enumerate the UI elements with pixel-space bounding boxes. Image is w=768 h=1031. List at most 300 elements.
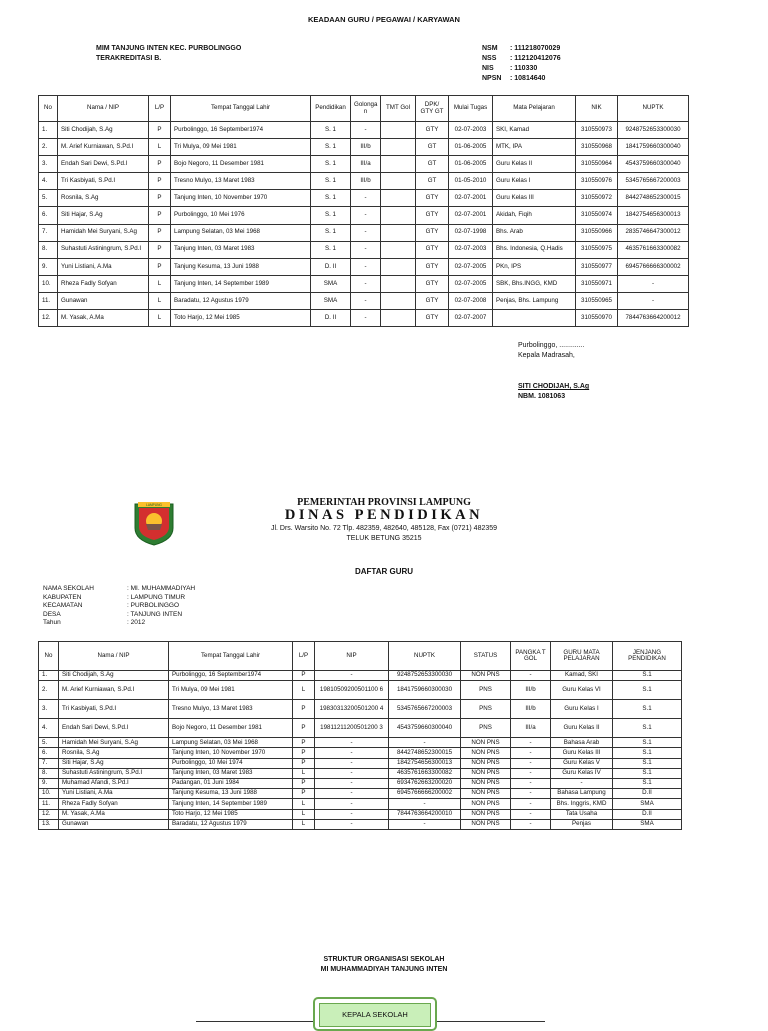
table-cell: 01-05-2010 bbox=[449, 173, 493, 190]
table-cell: 8. bbox=[39, 241, 58, 258]
col-header: No bbox=[39, 96, 58, 122]
col-header: Golonga n bbox=[351, 96, 381, 122]
table-cell bbox=[381, 207, 416, 224]
table-cell: SKI, Kamad bbox=[493, 122, 576, 139]
table-row bbox=[39, 207, 689, 224]
table-cell: P bbox=[149, 241, 171, 258]
table-row bbox=[39, 819, 682, 829]
table-cell: SMA bbox=[613, 819, 682, 829]
table-cell: D.II bbox=[613, 809, 682, 819]
table-cell: Bhs. Arab bbox=[493, 224, 576, 241]
table-cell: S.1 bbox=[613, 681, 682, 700]
teacher-table bbox=[38, 641, 682, 830]
table-cell: NON PNS bbox=[461, 789, 511, 799]
table-cell: Tanjung Inten, 14 September 1989 bbox=[169, 799, 293, 809]
table-cell: GTY bbox=[416, 275, 449, 292]
table-cell: 5. bbox=[39, 738, 59, 748]
table-cell: Penjas bbox=[551, 819, 613, 829]
table-cell: 310550966 bbox=[576, 224, 618, 241]
table-cell: L bbox=[293, 819, 315, 829]
table-cell: Purbolinggo, 10 Mei 1976 bbox=[171, 207, 311, 224]
table-row bbox=[39, 681, 682, 700]
table-cell: 01-06-2005 bbox=[449, 156, 493, 173]
page-title: KEADAAN GURU / PEGAWAI / KARYAWAN bbox=[308, 15, 460, 24]
table-cell: - bbox=[315, 758, 389, 768]
table-cell: GTY bbox=[416, 207, 449, 224]
table-cell: Hamidah Mei Suryani, S.Ag bbox=[58, 224, 149, 241]
table-cell: L bbox=[149, 275, 171, 292]
table-cell: Siti Chodijah, S.Ag bbox=[58, 122, 149, 139]
org-structure-title bbox=[0, 955, 768, 975]
table-cell: Gunawan bbox=[58, 292, 149, 309]
table-cell: 4. bbox=[39, 173, 58, 190]
table-cell bbox=[381, 139, 416, 156]
table-cell: Tanjung Inten, 03 Maret 1983 bbox=[169, 768, 293, 778]
table-cell: P bbox=[149, 224, 171, 241]
table-cell: Baradatu, 12 Agustus 1979 bbox=[169, 819, 293, 829]
info-value: : 2012 bbox=[127, 619, 146, 626]
table-cell: Yuni Listiani, A.Ma bbox=[58, 258, 149, 275]
table-cell: 02-07-1998 bbox=[449, 224, 493, 241]
table-cell: GTY bbox=[416, 224, 449, 241]
col-header: PANGKA T GOL bbox=[511, 642, 551, 671]
col-header: L/P bbox=[149, 96, 171, 122]
table-cell: Bahasa Lampung bbox=[551, 789, 613, 799]
table-row bbox=[39, 241, 689, 258]
col-header: Mulai Tugas bbox=[449, 96, 493, 122]
table-cell: S. 1 bbox=[311, 122, 351, 139]
id-label: NSS bbox=[482, 55, 497, 62]
table-cell: - bbox=[511, 809, 551, 819]
table-cell: D.II bbox=[613, 789, 682, 799]
id-value: : 112120412076 bbox=[510, 55, 561, 62]
table-cell: S.1 bbox=[613, 748, 682, 758]
table-cell: - bbox=[511, 738, 551, 748]
table-cell: - bbox=[351, 122, 381, 139]
col-header: NUPTK bbox=[618, 96, 689, 122]
table-cell: Tresno Mulyo, 13 Maret 1983 bbox=[171, 173, 311, 190]
table-cell: - bbox=[351, 190, 381, 207]
table-cell: GT bbox=[416, 139, 449, 156]
table-cell: P bbox=[149, 122, 171, 139]
signature-place-date: Purbolinggo, ............. bbox=[518, 342, 585, 349]
table-cell: Penjas, Bhs. Lampung bbox=[493, 292, 576, 309]
table-cell: SMA bbox=[311, 275, 351, 292]
table-cell: M. Yasak, A.Ma bbox=[59, 809, 169, 819]
table-cell: Suhastuti Astiningrum, S.Pd.I bbox=[59, 768, 169, 778]
table-cell: 310550972 bbox=[576, 190, 618, 207]
table-cell: P bbox=[293, 671, 315, 681]
table-cell: Bhs. Inggris, KMD bbox=[551, 799, 613, 809]
staff-table bbox=[38, 95, 689, 327]
table-cell: NON PNS bbox=[461, 778, 511, 788]
table-cell: S. 1 bbox=[311, 139, 351, 156]
table-cell: - bbox=[315, 768, 389, 778]
table-cell: 1842754656300013 bbox=[618, 207, 689, 224]
table-cell: III/b bbox=[351, 139, 381, 156]
table-cell: Tanjung Inten, 14 September 1989 bbox=[171, 275, 311, 292]
school-ids bbox=[482, 44, 561, 84]
table-row bbox=[39, 748, 682, 758]
table-cell: 8442748652300015 bbox=[389, 748, 461, 758]
table-cell: Lampung Selatan, 03 Mei 1968 bbox=[169, 738, 293, 748]
table-cell: - bbox=[511, 748, 551, 758]
table-cell: 310550965 bbox=[576, 292, 618, 309]
table-cell: L bbox=[149, 292, 171, 309]
table-cell: Guru Kelas III bbox=[551, 748, 613, 758]
table-cell: - bbox=[315, 819, 389, 829]
table-cell: S.1 bbox=[613, 778, 682, 788]
table-cell: Hamidah Mei Suryani, S.Ag bbox=[59, 738, 169, 748]
table-cell bbox=[381, 122, 416, 139]
info-label: NAMA SEKOLAH bbox=[43, 585, 94, 592]
table-cell: - bbox=[389, 799, 461, 809]
table-cell: Akidah, Fiqih bbox=[493, 207, 576, 224]
info-value: : MI. MUHAMMADIYAH bbox=[127, 585, 196, 592]
table-row bbox=[39, 671, 682, 681]
table-row bbox=[39, 122, 689, 139]
table-cell: Purbolinggo, 16 September1974 bbox=[171, 122, 311, 139]
table-cell: 02-07-2005 bbox=[449, 275, 493, 292]
table-cell: Gunawan bbox=[59, 819, 169, 829]
table-cell: 10. bbox=[39, 789, 59, 799]
table-cell: - bbox=[315, 789, 389, 799]
table-cell: Rheza Fadly Sofyan bbox=[59, 799, 169, 809]
table-cell bbox=[381, 224, 416, 241]
table-cell: P bbox=[149, 258, 171, 275]
table-cell: P bbox=[149, 190, 171, 207]
table-cell: 02-07-2001 bbox=[449, 190, 493, 207]
table-cell: 7844763664200010 bbox=[389, 809, 461, 819]
table-cell: III/b bbox=[511, 700, 551, 719]
table-cell: 11. bbox=[39, 799, 59, 809]
school-info bbox=[43, 585, 195, 628]
table-cell: L bbox=[293, 681, 315, 700]
table-cell: Guru Kelas VI bbox=[551, 681, 613, 700]
info-value: : LAMPUNG TIMUR bbox=[127, 593, 186, 601]
table-cell: 01-06-2005 bbox=[449, 139, 493, 156]
table-cell: SMA bbox=[311, 292, 351, 309]
col-header: L/P bbox=[293, 642, 315, 671]
table-cell: P bbox=[149, 207, 171, 224]
table-cell: 19830313200501200 4 bbox=[315, 700, 389, 719]
table-cell: 2. bbox=[39, 139, 58, 156]
table-cell: P bbox=[293, 700, 315, 719]
table-cell: Guru Kelas I bbox=[493, 173, 576, 190]
table-cell: 1. bbox=[39, 122, 58, 139]
col-header: NUPTK bbox=[389, 642, 461, 671]
table-cell: Baradatu, 12 Agustus 1979 bbox=[171, 292, 311, 309]
table-cell: 5345765667200003 bbox=[618, 173, 689, 190]
table-cell: Lampung Selatan, 03 Mei 1968 bbox=[171, 224, 311, 241]
info-label: KECAMATAN bbox=[43, 602, 83, 609]
table-cell: Tri Mulya, 09 Mei 1981 bbox=[171, 139, 311, 156]
col-header: Nama / NIP bbox=[58, 96, 149, 122]
table-cell: 19810509200501100 6 bbox=[315, 681, 389, 700]
col-header: DPK/ GTY GT bbox=[416, 96, 449, 122]
table-cell: 02-07-2005 bbox=[449, 258, 493, 275]
table-cell: Tresno Mulyo, 13 Maret 1983 bbox=[169, 700, 293, 719]
table-cell: S. 1 bbox=[311, 224, 351, 241]
table-cell: - bbox=[511, 671, 551, 681]
col-header: Nama / NIP bbox=[59, 642, 169, 671]
table-cell bbox=[493, 310, 576, 327]
table-cell: NON PNS bbox=[461, 809, 511, 819]
table-cell: - bbox=[351, 241, 381, 258]
table-cell: Endah Sari Dewi, S.Pd.I bbox=[59, 719, 169, 738]
table-row bbox=[39, 173, 689, 190]
table-cell: - bbox=[315, 748, 389, 758]
table-cell: 310550977 bbox=[576, 258, 618, 275]
table-cell: Purbolinggo, 16 September1974 bbox=[169, 671, 293, 681]
table-row bbox=[39, 156, 689, 173]
table-cell: M. Arief Kurniawan, S.Pd.I bbox=[58, 139, 149, 156]
table-cell: - bbox=[351, 292, 381, 309]
table-cell: 02-07-2007 bbox=[449, 310, 493, 327]
table-cell: 02-07-2003 bbox=[449, 122, 493, 139]
table-cell: 6945766666200002 bbox=[389, 789, 461, 799]
org-connector-left bbox=[196, 1021, 313, 1022]
table-cell: P bbox=[293, 748, 315, 758]
table-cell: - bbox=[351, 258, 381, 275]
table-cell: NON PNS bbox=[461, 819, 511, 829]
table-cell: L bbox=[149, 310, 171, 327]
table-cell: NON PNS bbox=[461, 799, 511, 809]
col-header: NIK bbox=[576, 96, 618, 122]
table-cell: 5. bbox=[39, 190, 58, 207]
table-cell: 10. bbox=[39, 275, 58, 292]
id-value: : 111218070029 bbox=[510, 45, 561, 52]
table-cell: PKn, IPS bbox=[493, 258, 576, 275]
school-name: MIM TANJUNG INTEN KEC. PURBOLINGGO bbox=[96, 45, 242, 52]
table-cell: 310550968 bbox=[576, 139, 618, 156]
table-cell: Guru Kelas III bbox=[493, 190, 576, 207]
table-cell: P bbox=[293, 758, 315, 768]
table-cell: 1841759660300040 bbox=[618, 139, 689, 156]
table-cell: Yuni Listiani, A.Ma bbox=[59, 789, 169, 799]
table-cell: Tanjung Kesuma, 13 Juni 1988 bbox=[171, 258, 311, 275]
col-header: NIP bbox=[315, 642, 389, 671]
table-cell: GTY bbox=[416, 190, 449, 207]
table-cell: - bbox=[511, 778, 551, 788]
col-header: Tempat Tanggal Lahir bbox=[169, 642, 293, 671]
accreditation: TERAKREDITASI B. bbox=[96, 55, 162, 62]
table-cell: - bbox=[618, 292, 689, 309]
table-cell: PNS bbox=[461, 700, 511, 719]
table-cell: Bhs. Indonesia, Q.Hadis bbox=[493, 241, 576, 258]
table-cell bbox=[381, 292, 416, 309]
table-cell: - bbox=[351, 275, 381, 292]
table-cell: 310550976 bbox=[576, 173, 618, 190]
emblem-text: LAMPUNG bbox=[146, 503, 162, 507]
table-cell: 6934762663200020 bbox=[389, 778, 461, 788]
table-cell: 12. bbox=[39, 809, 59, 819]
table-cell: P bbox=[293, 719, 315, 738]
dept-heading: DINAS PENDIDIKAN bbox=[284, 507, 484, 523]
info-label: DESA bbox=[43, 610, 61, 618]
table-cell: L bbox=[149, 139, 171, 156]
table-cell: L bbox=[293, 768, 315, 778]
table-cell: 1841759660300030 bbox=[389, 681, 461, 700]
table-cell: Tri Mulya, 09 Mei 1981 bbox=[169, 681, 293, 700]
table-cell: III/a bbox=[511, 719, 551, 738]
table-cell: Purbolinggo, 10 Mei 1974 bbox=[169, 758, 293, 768]
signature-block bbox=[518, 341, 589, 402]
table-cell: 1. bbox=[39, 671, 59, 681]
dept-city: TELUK BETUNG 35215 bbox=[346, 535, 422, 542]
table-cell: - bbox=[351, 310, 381, 327]
table-cell: - bbox=[511, 789, 551, 799]
table-cell: - bbox=[511, 799, 551, 809]
table-cell: Rheza Fadly Sofyan bbox=[58, 275, 149, 292]
table-cell: 02-07-2008 bbox=[449, 292, 493, 309]
table-cell: Kamad, SKI bbox=[551, 671, 613, 681]
org-head-box: KEPALA SEKOLAH bbox=[319, 1003, 431, 1027]
table-cell: SMA bbox=[613, 799, 682, 809]
table-cell: 310550973 bbox=[576, 122, 618, 139]
table-cell: - bbox=[511, 768, 551, 778]
table-cell: M. Arief Kurniawan, S.Pd.I bbox=[59, 681, 169, 700]
table-cell: 4. bbox=[39, 719, 59, 738]
table-cell: Siti Hajar, S.Ag bbox=[59, 758, 169, 768]
table-row bbox=[39, 778, 682, 788]
table-cell: GT bbox=[416, 173, 449, 190]
table-row bbox=[39, 310, 689, 327]
list-title: DAFTAR GURU bbox=[354, 567, 414, 576]
table-cell: 9. bbox=[39, 258, 58, 275]
table-cell: 6. bbox=[39, 748, 59, 758]
table-cell: 19811211200501200 3 bbox=[315, 719, 389, 738]
table-cell: D. II bbox=[311, 310, 351, 327]
table-cell: S. 1 bbox=[311, 173, 351, 190]
table-cell: Muhamad Afandi, S.Pd.I bbox=[59, 778, 169, 788]
table-cell: GTY bbox=[416, 292, 449, 309]
gov-heading: PEMERINTAH PROVINSI LAMPUNG bbox=[297, 497, 471, 508]
table-cell: Bahasa Arab bbox=[551, 738, 613, 748]
table-cell: Tanjung Kesuma, 13 Juni 1988 bbox=[169, 789, 293, 799]
table-cell: GTY bbox=[416, 310, 449, 327]
table-cell: 9248752653300030 bbox=[618, 122, 689, 139]
table-row bbox=[39, 738, 682, 748]
table-cell: S.1 bbox=[613, 671, 682, 681]
table-cell: - bbox=[351, 224, 381, 241]
table-cell: 8442748652300015 bbox=[618, 190, 689, 207]
table-cell: GTY bbox=[416, 122, 449, 139]
table-cell: M. Yasak, A.Ma bbox=[58, 310, 149, 327]
table-cell: NON PNS bbox=[461, 768, 511, 778]
org-title-line: MI MUHAMMADIYAH TANJUNG INTEN bbox=[320, 966, 448, 973]
table-cell: S. 1 bbox=[311, 241, 351, 258]
table-cell: Guru Kelas II bbox=[493, 156, 576, 173]
table-cell: Siti Hajar, S.Ag bbox=[58, 207, 149, 224]
table-cell: Endah Sari Dewi, S.Pd.I bbox=[58, 156, 149, 173]
id-value: : 110330 bbox=[510, 65, 538, 72]
table-cell bbox=[381, 275, 416, 292]
table-cell bbox=[381, 241, 416, 258]
table-cell: III/a bbox=[351, 156, 381, 173]
table-cell bbox=[381, 190, 416, 207]
table-cell: - bbox=[315, 778, 389, 788]
table-cell: Tri Kasbiyati, S.Pd.I bbox=[58, 173, 149, 190]
table-row bbox=[39, 700, 682, 719]
table-cell: 3. bbox=[39, 156, 58, 173]
table-cell: NON PNS bbox=[461, 748, 511, 758]
table-cell: S. 1 bbox=[311, 207, 351, 224]
table-cell: Tata Usaha bbox=[551, 809, 613, 819]
table-cell: - bbox=[315, 809, 389, 819]
table-row bbox=[39, 224, 689, 241]
table-cell: L bbox=[293, 799, 315, 809]
table-cell: 310550975 bbox=[576, 241, 618, 258]
table-cell: L bbox=[293, 809, 315, 819]
table-cell: 9248752653300030 bbox=[389, 671, 461, 681]
table-cell: Suhastuti Astiningrum, S.Pd.I bbox=[58, 241, 149, 258]
table-cell: PNS bbox=[461, 719, 511, 738]
table-cell: NON PNS bbox=[461, 738, 511, 748]
table-row bbox=[39, 719, 682, 738]
table-row bbox=[39, 139, 689, 156]
table-cell: S. 1 bbox=[311, 156, 351, 173]
table-cell: 2. bbox=[39, 681, 59, 700]
table-cell: GTY bbox=[416, 258, 449, 275]
signature-nbm: NBM. 1081063 bbox=[518, 393, 566, 400]
table-cell: 7. bbox=[39, 224, 58, 241]
school-header bbox=[96, 44, 241, 64]
table-cell: - bbox=[511, 758, 551, 768]
table-cell: - bbox=[315, 799, 389, 809]
table-cell: 02-07-2001 bbox=[449, 207, 493, 224]
table-cell: P bbox=[293, 789, 315, 799]
table-cell: 310550974 bbox=[576, 207, 618, 224]
id-label: NSM bbox=[482, 45, 498, 52]
table-cell: 7. bbox=[39, 758, 59, 768]
col-header: STATUS bbox=[461, 642, 511, 671]
table-cell: S. 1 bbox=[311, 190, 351, 207]
table-cell: NON PNS bbox=[461, 758, 511, 768]
table-cell: PNS bbox=[461, 681, 511, 700]
col-header: No bbox=[39, 642, 59, 671]
table-cell: S.1 bbox=[613, 700, 682, 719]
col-header: Mata Pelajaran bbox=[493, 96, 576, 122]
table-cell: MTK, IPA bbox=[493, 139, 576, 156]
table-cell: GTY bbox=[416, 241, 449, 258]
table-cell: S.1 bbox=[613, 758, 682, 768]
table-cell: Toto Harjo, 12 Mei 1985 bbox=[171, 310, 311, 327]
info-value: : TANJUNG INTEN bbox=[127, 610, 183, 618]
id-value: : 10814640 bbox=[510, 75, 546, 82]
table-cell: 6945766666300002 bbox=[618, 258, 689, 275]
info-value: : PURBOLINGGO bbox=[127, 602, 180, 609]
table-cell: Rosnila, S.Ag bbox=[59, 748, 169, 758]
table-row bbox=[39, 809, 682, 819]
table-cell: 4543759660300040 bbox=[618, 156, 689, 173]
table-cell bbox=[381, 156, 416, 173]
signature-role: Kepala Madrasah, bbox=[518, 352, 575, 359]
table-cell: 12. bbox=[39, 310, 58, 327]
table-header-row bbox=[39, 96, 689, 122]
id-label: NPSN bbox=[482, 75, 502, 82]
table-cell: Tanjung Inten, 10 November 1970 bbox=[169, 748, 293, 758]
table-header-row bbox=[39, 642, 682, 671]
table-cell: Guru Kelas V bbox=[551, 758, 613, 768]
table-cell: - bbox=[511, 819, 551, 829]
table-cell: Rosnila, S.Ag bbox=[58, 190, 149, 207]
table-cell: 9. bbox=[39, 778, 59, 788]
table-cell: Toto Harjo, 12 Mei 1985 bbox=[169, 809, 293, 819]
table-cell: SBK, Bhs.INGG, KMD bbox=[493, 275, 576, 292]
table-cell: Guru Kelas IV bbox=[551, 768, 613, 778]
id-label: NIS bbox=[482, 65, 494, 72]
